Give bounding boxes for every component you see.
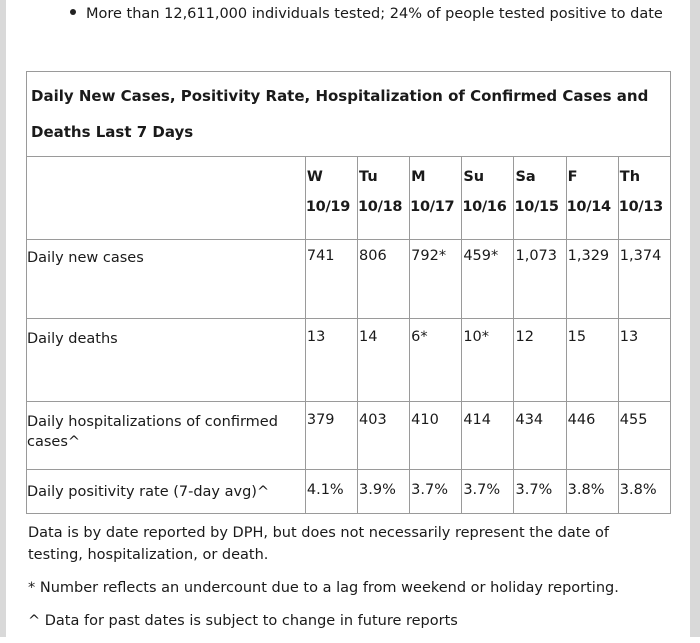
table-row xyxy=(27,470,671,514)
table-cell: 806 xyxy=(359,248,387,264)
table-cell: 414 xyxy=(463,412,492,428)
row-label: Daily hospitalizations of confirmed cases^ xyxy=(27,414,278,450)
table-cell: 410 xyxy=(411,412,439,428)
table-cell: 3.7% xyxy=(463,482,501,498)
date-label: 10/17 xyxy=(410,199,455,215)
footnote-undercount: * Number reflects an undercount due to a lag from weekend or holiday reporting. xyxy=(28,580,619,596)
date-label: 10/18 xyxy=(358,199,403,215)
table-cell: 459* xyxy=(463,248,499,264)
table-cell: 379 xyxy=(306,412,335,428)
header-cell xyxy=(462,157,514,240)
header-empty-cell xyxy=(27,157,306,240)
day-label: Sa xyxy=(515,169,536,185)
table-cell: 10* xyxy=(463,329,490,345)
footnote-past-dates: ^ Data for past dates is subject to change in future reports xyxy=(28,613,458,629)
day-label: M xyxy=(411,169,426,185)
table-cell: 403 xyxy=(359,412,387,428)
table-cell: 741 xyxy=(306,248,335,264)
bullet-item xyxy=(70,4,663,24)
header-cell xyxy=(566,157,618,240)
day-label: Th xyxy=(619,169,641,185)
date-label: 10/19 xyxy=(305,199,351,215)
table-cell: 3.8% xyxy=(567,482,605,498)
header-cell xyxy=(618,157,670,240)
header-cell xyxy=(358,157,410,240)
bullet-icon xyxy=(70,9,76,15)
footnote-source: Data is by date reported by DPH, but does not necessarily represent the date of testing, hospitalization, or death. xyxy=(28,525,609,563)
right-page-border xyxy=(690,0,700,637)
table-cell: 434 xyxy=(515,412,544,428)
row-label: Daily positivity rate (7-day avg)^ xyxy=(27,484,270,500)
table-row xyxy=(27,240,671,319)
header-cell xyxy=(305,157,357,240)
table-cell: 455 xyxy=(619,412,648,428)
day-label: Su xyxy=(463,169,485,185)
day-label: W xyxy=(306,169,323,185)
table-title: Daily New Cases, Positivity Rate, Hospitalization of Confirmed Cases and Deaths Last 7 Days xyxy=(31,87,649,141)
header-row xyxy=(27,157,671,240)
table-cell: 3.7% xyxy=(515,482,553,498)
table-cell: 1,374 xyxy=(619,248,662,264)
table-cell: 14 xyxy=(359,329,378,345)
date-label: 10/15 xyxy=(514,199,559,215)
date-label: 10/16 xyxy=(462,199,507,215)
table-cell: 6* xyxy=(411,329,428,345)
bullet-text: More than 12,611,000 individuals tested; 24% of people tested positive to date xyxy=(86,6,663,22)
date-label: 10/14 xyxy=(566,199,611,215)
table-title-cell xyxy=(27,72,671,157)
table-row xyxy=(27,319,671,402)
table-cell: 3.8% xyxy=(619,482,657,498)
table-cell: 13 xyxy=(619,329,639,345)
table-cell: 792* xyxy=(411,248,447,264)
row-label: Daily new cases xyxy=(27,250,144,266)
left-page-border xyxy=(0,0,6,637)
header-cell xyxy=(514,157,566,240)
table-cell: 13 xyxy=(306,329,326,345)
table-cell: 12 xyxy=(515,329,534,345)
row-label: Daily deaths xyxy=(27,331,118,347)
footnotes xyxy=(28,522,668,643)
day-label: F xyxy=(567,169,578,185)
table-cell: 1,073 xyxy=(515,248,557,264)
daily-stats-table xyxy=(26,71,671,514)
table-cell: 3.9% xyxy=(359,482,396,498)
table-cell: 4.1% xyxy=(306,482,344,498)
day-label: Tu xyxy=(359,169,378,185)
header-cell xyxy=(410,157,462,240)
table-cell: 446 xyxy=(567,412,596,428)
date-label: 10/13 xyxy=(618,199,663,215)
table-cell: 3.7% xyxy=(411,482,449,498)
table-row xyxy=(27,402,671,470)
table-cell: 1,329 xyxy=(567,248,610,264)
table-cell: 15 xyxy=(567,329,587,345)
